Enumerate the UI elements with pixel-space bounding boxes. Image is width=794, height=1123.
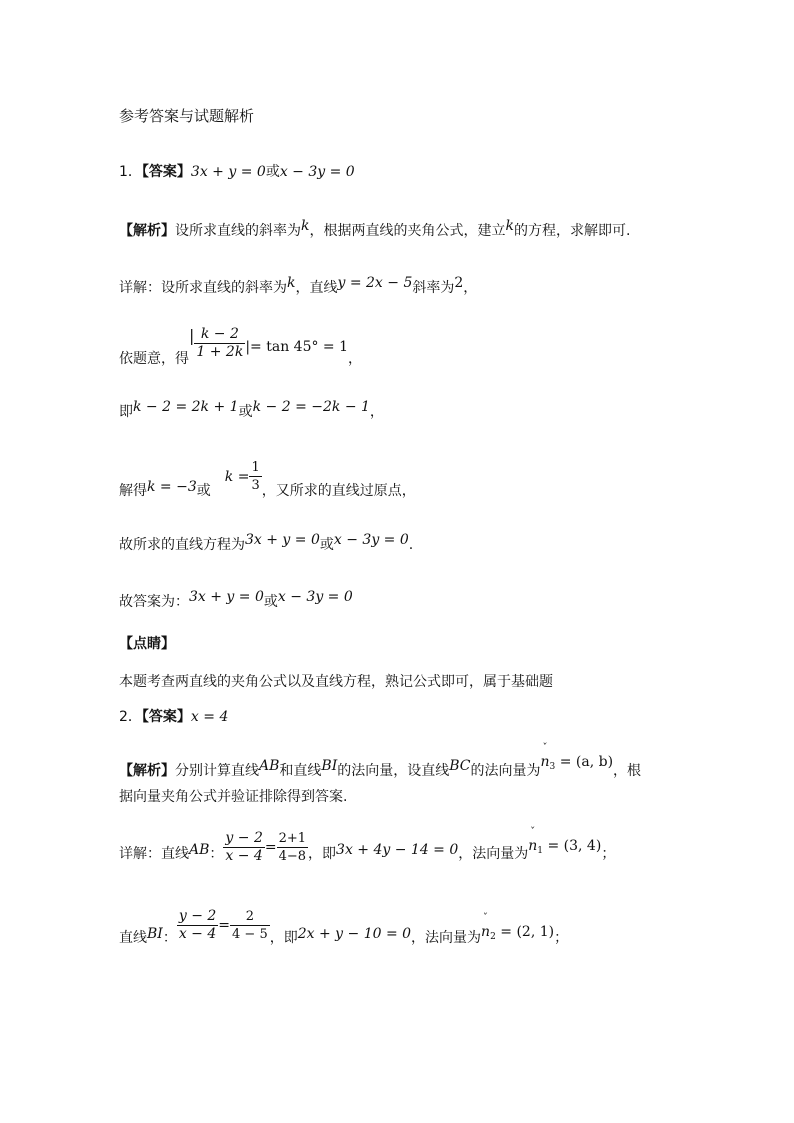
q1-answer-tag: 【答案】	[141, 164, 191, 180]
q1-sol-text-2: ，又所求的直线过原点，	[261, 483, 416, 499]
q2-analysis-line-2: 据向量夹角公式并验证排除得到答案.	[119, 789, 348, 805]
q1-res-b: x − 3y = 0	[333, 532, 409, 548]
q1-analysis-tag: 【解析】	[119, 223, 175, 239]
q1-final-line	[119, 589, 353, 612]
q1-res-or: 或	[319, 537, 334, 553]
q2-analysis-tag: 【解析】	[119, 763, 175, 779]
q2-d1-colon: ：	[209, 845, 224, 862]
q2-d2-text-3: ，法向量为	[411, 929, 482, 946]
q2-d1-normal-vector	[528, 838, 601, 854]
q1-analysis-k: k	[301, 218, 310, 234]
q1-detail-text-2: ，直线	[295, 280, 338, 296]
q2-n3-sub: 3	[549, 762, 556, 772]
q2-d2-equals: =	[218, 917, 231, 934]
q2-d1-den-left: x − 4	[223, 847, 264, 865]
q2-detail-2-line	[119, 908, 569, 946]
q1-detail-line	[119, 275, 478, 298]
q1-condition-line	[119, 326, 363, 367]
q1-detail-slope: 2	[454, 275, 464, 291]
q1-res-a: 3x + y = 0	[245, 532, 320, 548]
q2-d2-fraction-right	[230, 908, 270, 943]
q2-d2-semicolon: ；	[554, 929, 569, 946]
q2-d1-n-value: = (3, 4)	[543, 837, 602, 854]
q1-sol-b-den: 3	[251, 478, 260, 493]
q1-res-text: 故所求的直线方程为	[119, 537, 245, 553]
q2-d1-fraction-left	[223, 830, 264, 865]
q2-d1-ab: AB	[189, 841, 210, 858]
q1-eq-or: 或	[238, 404, 253, 420]
q2-d1-den-right: 4−8	[278, 849, 307, 864]
q1-solution-line	[119, 459, 416, 499]
q1-eq-b: k − 2 = −2k − 1	[252, 399, 370, 415]
q2-n3-value: = (a, b)	[555, 754, 614, 770]
q1-cond-comma: ，	[348, 351, 363, 367]
q2-d2-num-right: 2	[245, 909, 254, 924]
q2-answer-line	[119, 707, 228, 727]
q1-analysis-text-3: 的方程，求解即可.	[513, 223, 631, 239]
q1-eq-comma: ，	[369, 404, 384, 420]
q1-cond-abs-right: |= tan 45° = 1	[245, 339, 349, 355]
q2-analysis-text-3: 的法向量，设直线	[337, 763, 450, 779]
q2-d1-fraction-right	[277, 830, 308, 865]
q1-sol-a: k = −3	[147, 479, 197, 495]
q1-analysis-text-1: 设所求直线的斜率为	[175, 223, 301, 239]
q1-fin-or: 或	[263, 594, 278, 610]
q2-d2-text: 直线	[119, 929, 147, 946]
q2-analysis-text-5: ，根	[613, 763, 642, 779]
q1-result-line	[119, 532, 414, 555]
q2-d2-den-left: x − 4	[177, 925, 218, 943]
q1-comment-tag: 【点睛】	[119, 636, 175, 652]
q2-d2-fraction-left	[177, 908, 218, 943]
q1-answer-b: x − 3y = 0	[279, 164, 355, 180]
q2-analysis-bi: BI	[321, 758, 338, 774]
q1-cond-text: 依题意，得	[119, 351, 189, 367]
q1-detail-text-4: ，	[463, 280, 478, 296]
q2-detail-1-line	[119, 830, 615, 865]
q2-analysis-text-2: 和直线	[279, 763, 322, 779]
q2-d1-num-left: y − 2	[225, 830, 263, 846]
q1-sol-b-lhs: k =	[224, 469, 250, 485]
q1-detail-line-eq: y = 2x − 5	[337, 275, 413, 291]
q2-d1-equals: =	[264, 839, 277, 856]
q2-d1-text: 详解：直线	[119, 845, 189, 862]
q1-cond-abs-left: |	[189, 326, 195, 345]
q2-d2-num-left: y − 2	[178, 908, 217, 924]
q2-number: 2．	[119, 709, 142, 725]
q1-fin-text: 故答案为：	[119, 594, 189, 610]
q2-analysis-ab: AB	[259, 758, 280, 774]
q1-sol-text: 解得	[119, 483, 147, 499]
q1-eq-text: 即	[119, 404, 133, 420]
q2-d1-text-3: ，法向量为	[458, 845, 529, 862]
page-title: 参考答案与试题解析	[119, 107, 255, 125]
q2-answer-tag: 【答案】	[141, 709, 191, 725]
q1-analysis-k2: k	[505, 218, 514, 234]
q2-d1-num-right: 2+1	[278, 831, 307, 846]
q1-analysis-line	[119, 218, 631, 241]
q2-analysis-text-1: 分别计算直线	[175, 763, 259, 779]
q1-analysis-text-2: ，根据两直线的夹角公式，建立	[309, 223, 506, 239]
q2-d1-line-eq: 3x + 4y − 14 = 0	[336, 841, 459, 858]
q1-answer-a: 3x + y = 0	[190, 164, 266, 180]
q2-answer: x = 4	[190, 709, 229, 725]
q2-d2-line-eq: 2x + y − 10 = 0	[297, 925, 412, 942]
q1-fin-b: x − 3y = 0	[277, 589, 353, 605]
q2-d2-n-symbol: ˇ n	[481, 922, 490, 942]
q2-d1-text-2: ，即	[308, 845, 337, 862]
q2-d1-semicolon: ；	[601, 845, 616, 862]
q1-answer-or: 或	[265, 164, 280, 180]
q2-analysis-text-4: 的法向量为	[470, 763, 541, 779]
q2-n3-symbol: ˇ n	[541, 752, 550, 772]
q1-cond-num: k − 2	[200, 326, 239, 342]
q2-d2-den-right: 4 − 5	[232, 927, 268, 942]
q1-fin-a: 3x + y = 0	[189, 589, 264, 605]
q1-answer-line	[119, 162, 355, 182]
q1-sol-b-num: 1	[251, 460, 260, 475]
q2-analysis-bc: BC	[449, 758, 471, 774]
q1-res-period: .	[408, 537, 414, 553]
q2-analysis-line	[119, 754, 642, 786]
q1-cond-den: 1 + 2k	[196, 344, 244, 360]
q1-eq-a: k − 2 = 2k + 1	[133, 399, 239, 415]
q2-d2-n-sub: 2	[490, 931, 496, 942]
q1-comment-text: 本题考查两直线的夹角公式以及直线方程，熟记公式即可，属于基础题	[119, 674, 553, 690]
q2-d2-normal-vector	[481, 924, 554, 940]
q1-equations-line	[119, 399, 384, 422]
q1-sol-or: 或	[196, 483, 211, 499]
q1-number: 1．	[119, 164, 142, 180]
q2-d2-n-value: = (2, 1)	[495, 923, 555, 940]
q1-detail-k: k	[287, 275, 296, 291]
q2-d1-n-symbol: ˇ n	[528, 836, 537, 856]
q2-d1-n-sub: 1	[537, 845, 544, 856]
q1-detail-text-1: 详解：设所求直线的斜率为	[119, 280, 287, 296]
q2-d2-text-2: ，即	[269, 929, 298, 946]
q1-cond-fraction	[194, 326, 245, 361]
q2-d2-bi: BI	[147, 925, 163, 942]
q1-detail-text-3: 斜率为	[412, 280, 455, 296]
q2-analysis-n3	[541, 754, 614, 770]
q1-sol-b-fraction	[249, 459, 261, 494]
q2-d2-colon: ：	[162, 929, 177, 946]
